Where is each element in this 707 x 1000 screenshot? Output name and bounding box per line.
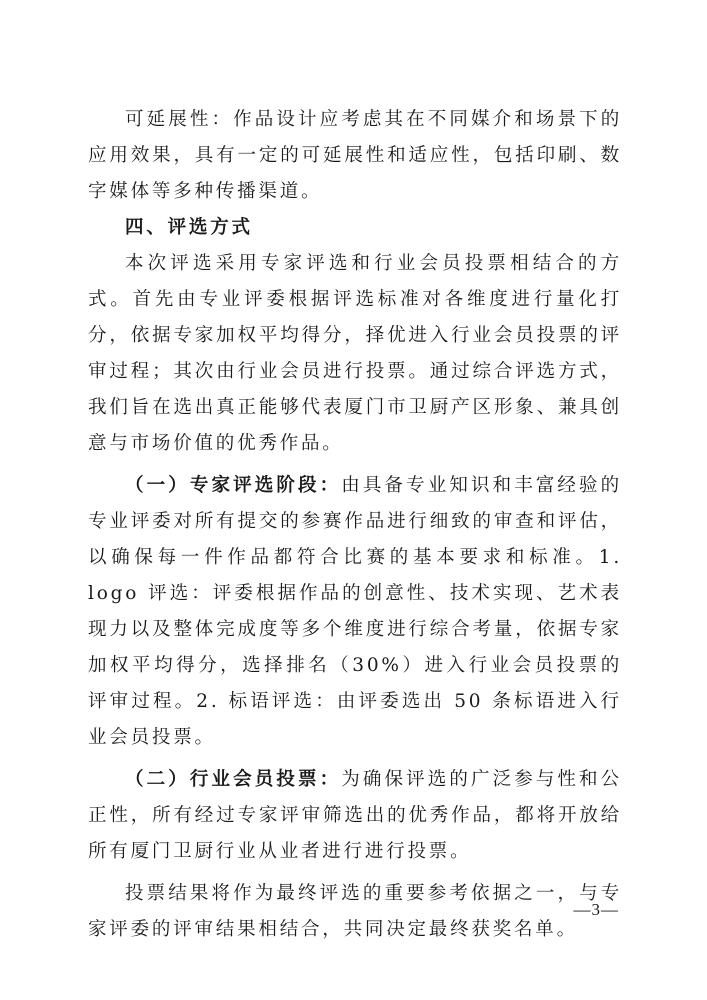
- section-heading: 四、评选方式: [125, 217, 253, 238]
- paragraph-extensibility: 可延展性：作品设计应考虑其在不同媒介和场景下的应用效果，具有一定的可延展性和适应性，包括印刷、数字媒体等多种传播渠道。: [88, 109, 622, 202]
- member-vote-lead: （二）行业会员投票：: [125, 769, 342, 790]
- page-number: —3—: [573, 900, 619, 919]
- paragraph-final-result: 投票结果将作为最终评选的重要参考依据之一，与专家评委的评审结果相结合，共同决定最终获奖名单。: [88, 883, 622, 940]
- expert-stage-body: 由具备专业知识和丰富经验的专业评委对所有提交的参赛作品进行细致的审查和评估，以确保每一件作品都符合比赛的基本要求和标准。1. logo 评选：评委根据作品的创意性、技术实现、艺术表现力以及整体完成度等多个维度进行综合考量，依据专家加权平均得分，选择排名（30%）进入行业会员投票的评审过程。2. 标语评选：由评委选出 50 条标语进入行业会员投票。: [88, 475, 622, 748]
- paragraph-expert-stage: [88, 468, 622, 756]
- member-vote-body: 为确保评选的广泛参与性和公正性，所有经过专家评审筛选出的优秀作品，都将开放给所有厦门卫厨行业从业者进行进行投票。: [88, 769, 622, 862]
- paragraph-selection-method: 本次评选采用专家评选和行业会员投票相结合的方式。首先由专业评委根据评选标准对各维度进行量化打分，依据专家加权平均得分，择优进入行业会员投票的评审过程；其次由行业会员进行投票。通过综合评选方式，我们旨在选出真正能够代表厦门市卫厨产区形象、兼具创意与市场价值的优秀作品。: [88, 253, 622, 454]
- paragraph-member-vote: [88, 762, 622, 870]
- document-body: [88, 102, 622, 948]
- expert-stage-lead: （一）专家评选阶段：: [125, 475, 342, 496]
